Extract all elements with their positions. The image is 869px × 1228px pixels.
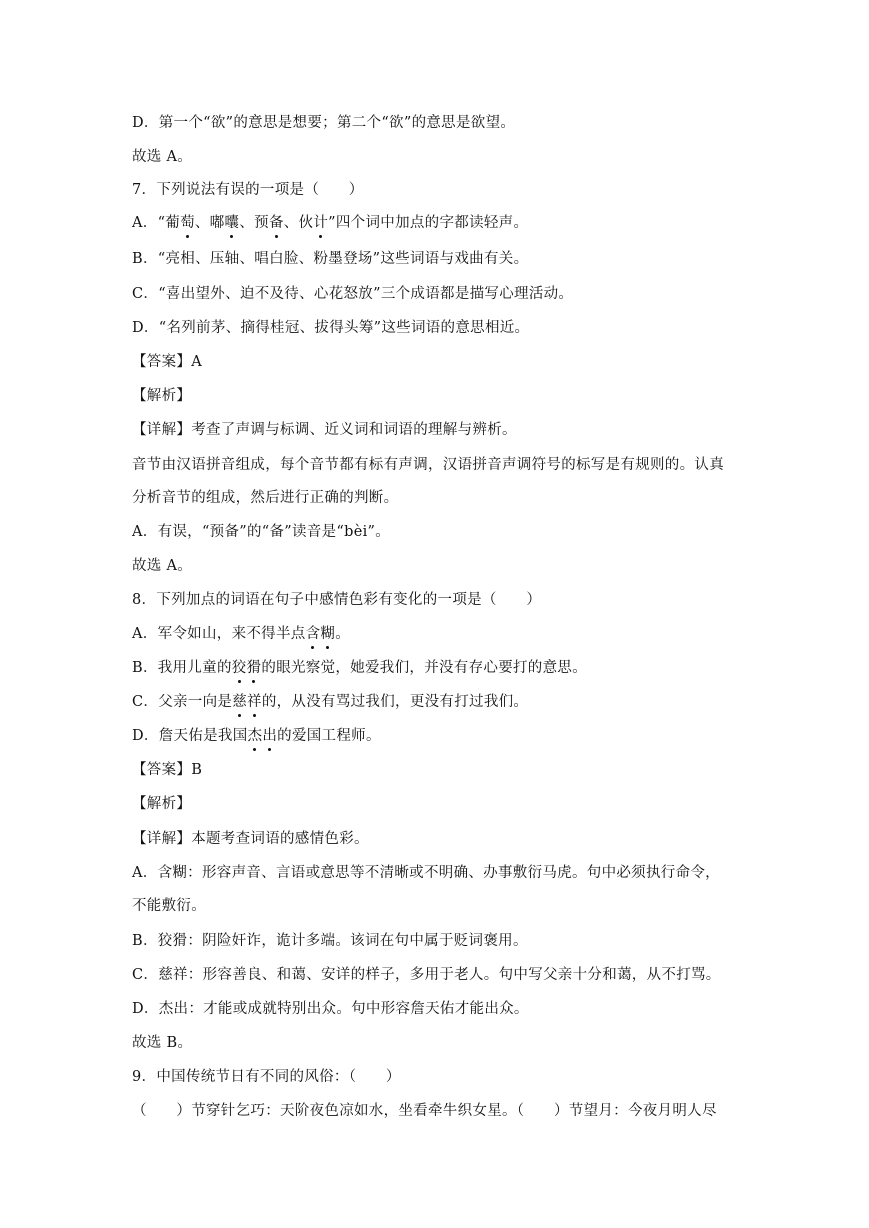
analysis-label: 【解析】 [132, 796, 192, 812]
emphasis-dot: 萄 [180, 215, 195, 231]
text-line: A．含糊：形容声音、言语或意思等不清晰或不明确、办事敷衍马虎。句中必须执行命令， [132, 865, 720, 881]
emphasis-dot: 狡 [231, 660, 247, 676]
question-7: 7．下列说法有误的一项是（ ） [132, 182, 364, 198]
question-8-option-b [132, 658, 587, 678]
text-line: A．有误，“预备”的“备”读音是“bèi”。 [132, 524, 391, 540]
analysis-label: 【解析】 [132, 388, 192, 404]
option-d-text: D．詹天佑是我国杰出的爱国工程师。 [132, 728, 381, 744]
emphasis-dot: 猾 [246, 660, 262, 676]
question-7-option-a [132, 213, 528, 233]
option-b-text: B．我用儿童的狡猾的眼光察觉，她爱我们，并没有存心要打的意思。 [132, 660, 587, 676]
emphasis-dot: 杰 [247, 728, 263, 744]
question-7-option-c: C．“喜出望外、迫不及待、心花怒放”三个成语都是描写心理活动。 [132, 286, 574, 302]
answer-label: 【答案】B [132, 762, 203, 778]
detail-line: 【详解】本题考查词语的感情色彩。 [132, 831, 369, 847]
text-line: D．杰出：才能或成就特别出众。句中形容詹天佑才能出众。 [132, 1001, 529, 1017]
question-7-option-d: D．“名列前茅、摘得桂冠、拔得头筹”这些词语的意思相近。 [132, 320, 530, 336]
text-line: 故选 B。 [132, 1035, 193, 1051]
option-a-text: A．军令如山，来不得半点含糊。 [132, 626, 351, 642]
text-line: 故选 A。 [132, 558, 193, 574]
emphasis-dot: 备 [268, 215, 284, 231]
question-7-option-b: B．“亮相、压轴、唱白脸、粉墨登场”这些词语与戏曲有关。 [132, 251, 529, 267]
emphasis-dot: 出 [262, 728, 278, 744]
text-line: 不能敷衍。 [132, 898, 206, 914]
text-line: D．第一个“欲”的意思是想要；第二个“欲”的意思是欲望。 [132, 115, 516, 131]
option-c-text: C．父亲一向是慈祥的，从没有骂过我们，更没有打过我们。 [132, 694, 529, 710]
question-8: 8．下列加点的词语在句子中感情色彩有变化的一项是（ ） [132, 592, 542, 608]
emphasis-dot: 祥 [247, 694, 262, 710]
emphasis-dot: 含 [305, 626, 321, 642]
detail-line: 【详解】考查了声调与标调、近义词和词语的理解与辨析。 [132, 422, 517, 438]
answer-label: 【答案】A [132, 354, 202, 370]
emphasis-dot: 慈 [232, 694, 248, 710]
option-a-text: A．“葡萄、嘟囔、预备、伙计”四个词中加点的字都读轻声。 [132, 215, 529, 231]
question-8-option-d [132, 726, 381, 746]
text-line: 故选 A。 [132, 149, 193, 165]
emphasis-dot: 囔 [224, 215, 240, 231]
question-9: 9．中国传统节日有不同的风俗：（ ） [132, 1069, 401, 1085]
text-line: B．狡猾：阴险奸诈，诡计多端。该词在句中属于贬词褒用。 [132, 933, 528, 949]
emphasis-dot: 糊 [320, 626, 336, 642]
question-8-option-c [132, 692, 528, 712]
text-line: 音节由汉语拼音组成，每个音节都有标有声调，汉语拼音声调符号的标写是有规则的。认真 [132, 457, 724, 473]
text-line: 分析音节的组成，然后进行正确的判断。 [132, 490, 399, 506]
emphasis-dot: 计 [313, 215, 329, 231]
question-9-text: （ ）节穿针乞巧：天阶夜色凉如水，坐看牵牛织女星。（ ）节望月：今夜月明人尽 [132, 1103, 717, 1119]
text-line: C．慈祥：形容善良、和蔼、安详的样子，多用于老人。句中写父亲十分和蔼，从不打骂。 [132, 967, 721, 983]
question-8-option-a [132, 624, 350, 644]
